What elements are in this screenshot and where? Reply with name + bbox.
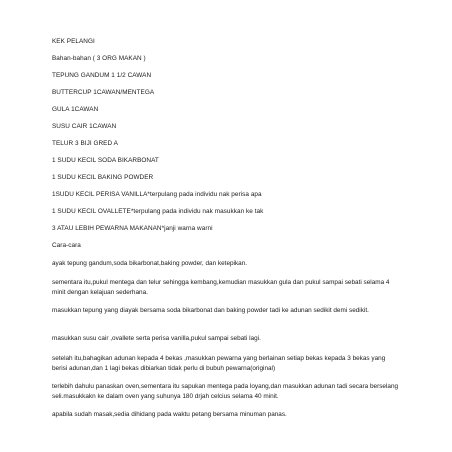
method-step: sementara itu,pukul mentega dan telur sehingga kembang,kemudian masukkan gula dan pukul sampai sebati selama 4 minit dengan kelajuan sederhana. (52, 279, 390, 296)
method-step: setelah itu,bahagikan adunan kepada 4 bekas ,masukkan pewarna yang berlainan setiap bekas kepada 3 bekas yang berisi adunan,dan 1 lagi bekas dibiarkan tidak perlu di bubuh pewarna(original) (52, 355, 386, 372)
ingredient-item: TELUR 3 BIJI GRED A (52, 140, 118, 147)
ingredient-item: 3 ATAU LEBIH PEWARNA MAKANAN*janji warna warni (52, 225, 213, 232)
method-step: apabila sudah masak,sedia dihidang pada waktu petang bersama minuman panas. (52, 411, 287, 418)
ingredient-item: 1 SUDU KECIL SODA BIKARBONAT (52, 157, 159, 164)
ingredient-item: 1 SUDU KECIL OVALLETE*terpulang pada individu nak masukkan ke tak (52, 208, 264, 215)
method-header: Cara-cara (52, 242, 81, 249)
method-step: masukkan tepung yang diayak bersama soda bikarbonat dan baking powder tadi ke adunan sedikit demi sedikit. (52, 307, 369, 314)
ingredient-item: TEPUNG GANDUM 1 1/2 CAWAN (52, 72, 152, 79)
ingredient-item: GULA 1CAWAN (52, 106, 99, 113)
method-step: ayak tepung gandum,soda bikarbonat,baking powder, dan ketepikan. (52, 260, 248, 267)
ingredient-item: BUTTERCUP 1CAWAN/MENTEGA (52, 89, 155, 96)
method-step: masukkan susu cair ,ovallete serta perisa vanilla,pukul sampai sebati lagi. (52, 335, 261, 342)
method-step: terlebih dahulu panaskan oven,sementara itu sapukan mentega pada loyang,dan masukkan adunan tadi secara berselang seli.masukkakn ke dalam oven yang suhunya 180 drjah celcius selama 40 minit. (52, 383, 399, 400)
ingredient-item: SUSU CAIR 1CAWAN (52, 123, 117, 130)
ingredients-header: Bahan-bahan ( 3 ORG MAKAN ) (52, 55, 146, 62)
ingredient-item: 1 SUDU KECIL BAKING POWDER (52, 174, 154, 181)
ingredient-item: 1SUDU KECIL PERISA VANILLA*terpulang pada individu nak perisa apa (52, 191, 262, 198)
recipe-title: KEK PELANGI (52, 38, 95, 45)
